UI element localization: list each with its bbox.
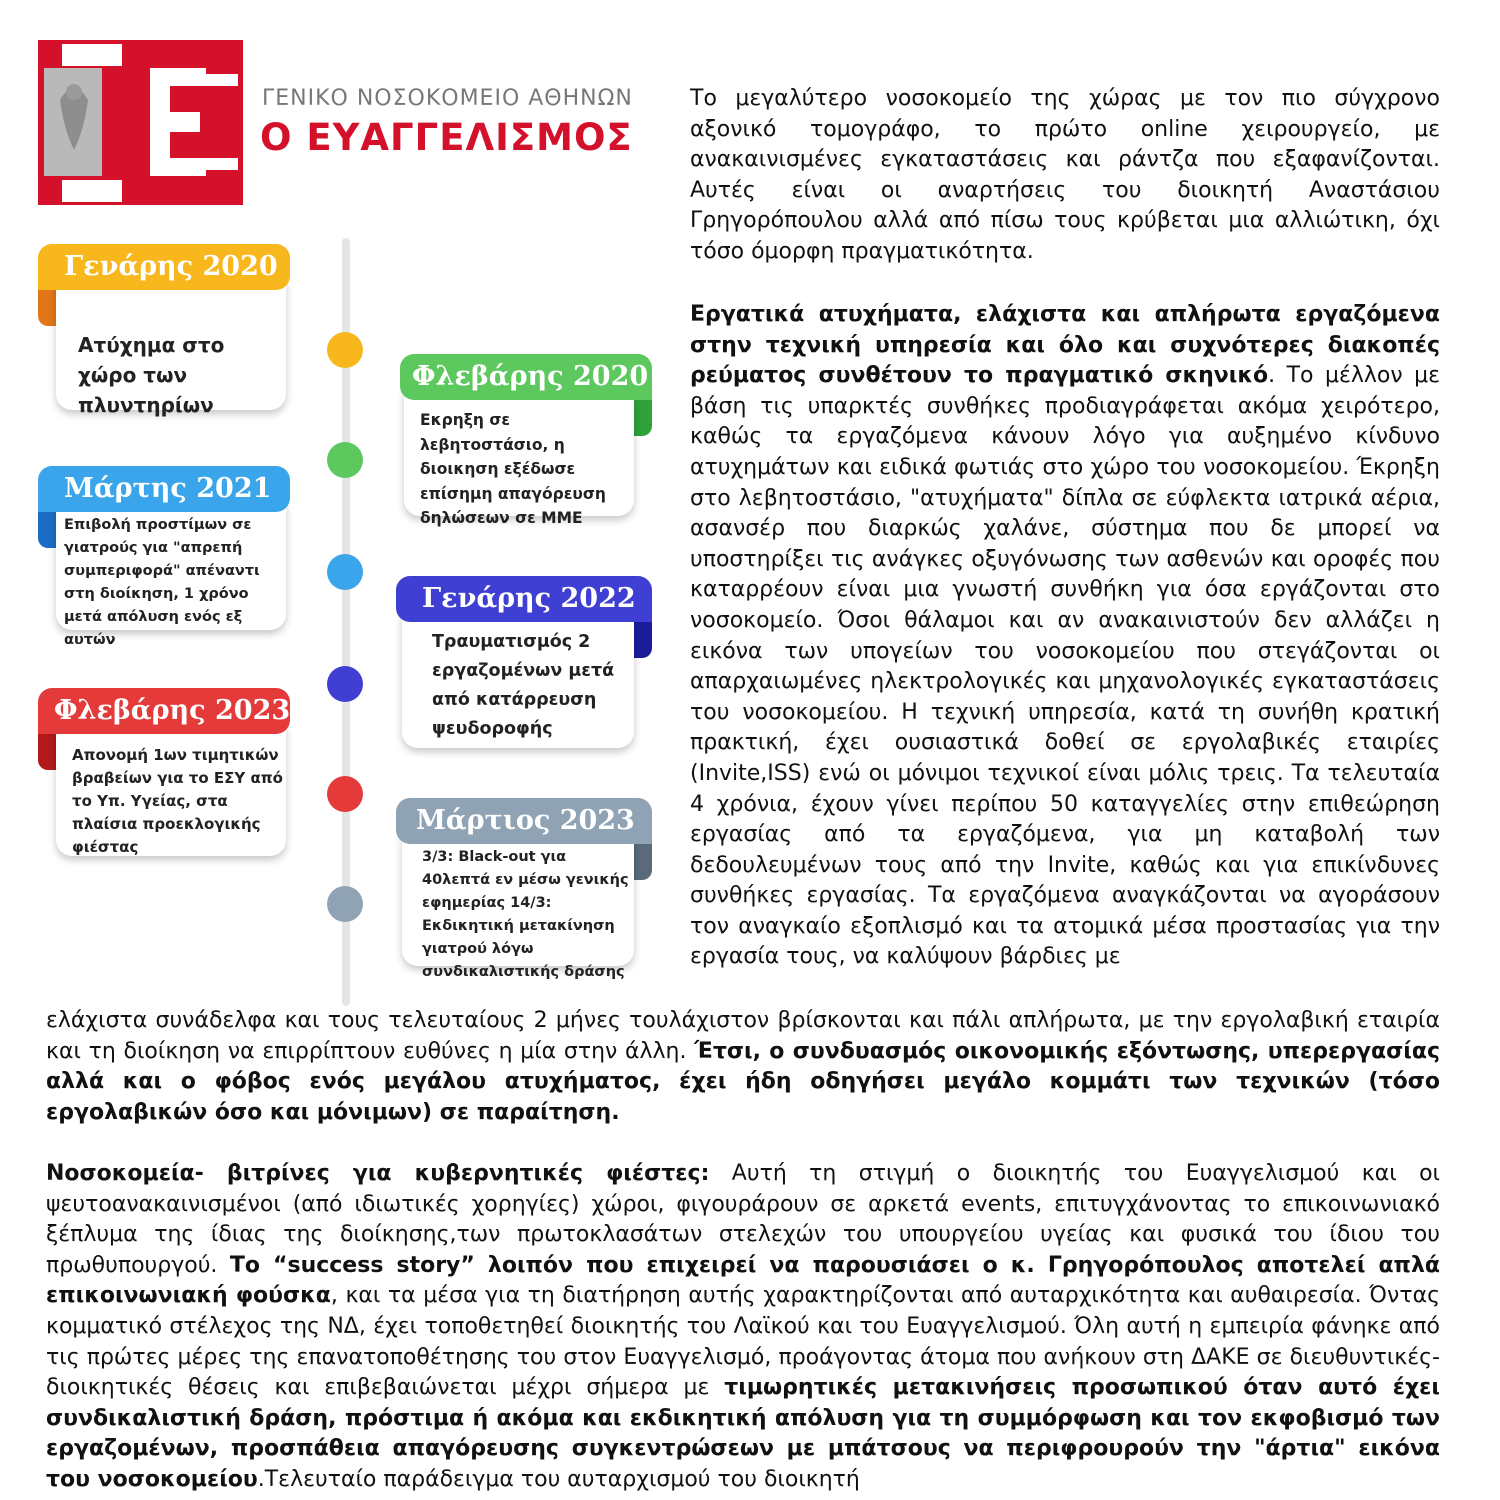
timeline-dot: [327, 554, 363, 590]
logo-title: Ο ΕΥΑΓΓΕΛΙΣΜΟΣ: [260, 116, 633, 159]
article-bold-text: Έτσι, ο συνδυασμός οικονομικής εξόντωσης, υπερεργασίας αλλά και ο φόβος ενός μεγάλου ατυχήματος, έχει ήδη οδηγήσει μεγάλο κομμάτι των τεχνικών (τόσο εργολαβικών όσο και μόνιμων) σε παραίτηση.: [46, 1038, 1440, 1125]
timeline-card: [396, 576, 652, 754]
timeline-dot: [327, 776, 363, 812]
timeline-date: Μάρτης 2021: [38, 466, 290, 512]
article-text: , και τα μέσα για τη διατήρηση αυτής χαρακτηρίζονται από αυταρχικότητα και αυθαιρεσία. Όντας κομματικό στέλεχος της ΝΔ, έχει τοποθετηθεί διοικητής του Λαϊκού και του Ευαγγελισμού. Όλη αυτή η εμπειρία φάνηκε από τις πρώτες μέρες της επανατοποθέτησης του στον Ευαγγελισμό, προάγοντας άτομα που ανήκουν στη ΔΑΚΕ σε διευθυντικές- διοικητικές θέσεις και επιβεβαιώνεται μέχρι σήμερα με: [46, 1283, 1441, 1401]
article-bold-text: Το “success story” λοιπόν που επιχειρεί να παρουσιάσει ο κ. Γρηγορόπουλος αποτελεί απλά επικοινωνιακή φούσκα: [46, 1252, 1440, 1309]
timeline-dot: [327, 886, 363, 922]
timeline-dot: [327, 332, 363, 368]
timeline-card: [38, 244, 290, 420]
red-cross-emblem-icon: [38, 40, 243, 205]
timeline-card: [38, 466, 290, 648]
timeline-text: Εκρηξη σε λεβητοστάσιο, η διοικηση εξέδωσε επίσημη απαγόρευση δηλώσεων σε ΜΜΕ: [420, 411, 606, 527]
timeline-dot: [327, 442, 363, 478]
article-text: . Το μέλλον με βάση τις υπαρκτές συνθήκες προδιαγράφεται ακόμα χειρότερο, καθώς τα εργαζόμενα κάνουν λόγο για αυξημένο κίνδυνο ατυχημάτων και ειδικά φωτιάς στο χώρο του νοσοκομείου. Έκρηξη στο λεβητοστάσιο, "ατυχήματα" δίπλα σε εύφλεκτα ιατρικά αέρια, ασανσέρ που διαρκώς χαλάνε, σύστημα που δε μπορεί να υποστηρίξει τις ανάγκες οξυγόνωσης των ασθενών και οροφές που καταρρέουν είναι μια γνωστή συνθήκη για όσα εργάζονται στο νοσοκομείο. Όσοι θάλαμοι και αν ανακαινιστούν δεν αλλάζει η εικόνα των υπογείων του νοσοκομείου που στεγάζονται οι απαρχαιωμένες ηλεκτρολογικές και μηχανολογικές εγκαταστάσεις του νοσοκομείου. Η τεχνική υπηρεσία, κατά τη συνήθη κρατική πρακτική, έχει ουσιαστικά δοθεί σε εργολαβικές εταιρίες (Invite,ISS) ενώ οι μόνιμοι τεχνικοί είναι μόλις τρεις. Τα τελευταία 4 χρόνια, έχουν γίνει περίπου 50 καταγγελίες στην επιθεώρηση εργασίας από τα εργαζόμενα, για μη καταβολή των δεδουλευμένων τους από την Invite, καθώς και για επικίνδυνες συνθήκες εργασίας. Τα εργαζόμενα αναγκάζονται να αγοράσουν τον αναγκαίο εξοπλισμό και τα ατομικά μέσα προστασίας για την εργασία τους, να καλύψουν βάρδιες με: [690, 363, 1441, 970]
article-intro-text: Το μεγαλύτερο νοσοκομείο της χώρας με τον πιο σύγχρονο αξονικό τομογράφο, το πρώτο online χειρουργείο, με ανακαινισμένες εγκαταστάσεις και ράντζα που εξαφανίζονται. Αυτές είναι οι αναρτήσεις του διοικητή Αναστάσιου Γρηγορόπουλου αλλά από πίσω τους κρύβεται μια αλλιώτικη, όχι τόσο όμορφη πραγματικότητα.: [690, 86, 1440, 264]
article-bold-text: Νοσοκομεία- βιτρίνες για κυβερνητικές φιέστες:: [46, 1161, 710, 1186]
timeline-infographic: [30, 230, 670, 1010]
article-text: Αυτή τη στιγμή ο διοικητής του Ευαγγελισμού και οι ψευτοανακαινισμένοι (από ιδιωτικές χορηγίες) χώροι, φιγουράρουν σε αρκετά events, επιτυγχάνοντας το επικοινωνιακό ξέπλυμα της ίδιας της διοίκησης,των πρωτοκλασάτων στελεχών του υπουργείου υγείας και φυσικά του ίδιου του πρωθυπουργού.: [46, 1161, 1440, 1278]
timeline-date: Φλεβάρης 2020: [400, 354, 652, 400]
timeline-date: Φλεβάρης 2023: [38, 688, 290, 734]
article-bold-text: Εργατικά ατυχήματα, ελάχιστα και απλήρωτα εργαζόμενα στην τεχνική υπηρεσία και όλο και συχνότερες διακοπές ρεύματος συνθέτουν το πραγματικό σκηνικό: [690, 302, 1440, 389]
timeline-date: Γενάρης 2022: [396, 576, 652, 622]
timeline-dot: [327, 666, 363, 702]
article-text: .Τελευταίο παράδειγμα του αυταρχισμού του διοικητή: [257, 1466, 860, 1492]
timeline-date: Γενάρης 2020: [38, 244, 290, 290]
timeline-text: Ατύχημα στο χώρο των πλυντηρίων: [78, 333, 225, 417]
article-paragraph-accidents-continued: [46, 1006, 1440, 1128]
article-intro-paragraph: [690, 84, 1440, 268]
timeline-card: [38, 688, 290, 860]
hospital-logo: [38, 40, 668, 205]
timeline-text: 3/3: Black-out για 40λεπτά εν μέσω γενικής εφημερίας 14/3: Εκδικητική μετακίνηση γιατρού λόγω συνδικαλιστικής δράσης: [422, 849, 629, 980]
timeline-card: [400, 354, 652, 527]
article-text: ελάχιστα συνάδελφα και τους τελευταίους 2 μήνες τουλάχιστον βρίσκονται και πάλι απλήρωτα, με την εργολαβική εταιρία και τη διοίκηση να επιρρίπτουν ευθύνες η μία στην άλλη.: [46, 1008, 1440, 1064]
article-paragraph-accidents: [690, 300, 1440, 973]
article-bold-text: τιμωρητικές μετακινήσεις προσωπικού όταν αυτό έχει συνδικαλιστική δράση, πρόστιμα ή ακόμα και εκδικητική απόλυση για τη συμμόρφωση και τον εκφοβισμό των εργαζομένων, προσπάθεια απαγόρευσης συγκεντρώσεων με μπάτσους να περιφρουρούν την "άρτια" εικόνα του νοσοκομείου: [46, 1375, 1440, 1492]
logo-subtitle: ΓΕΝΙΚΟ ΝΟΣΟΚΟΜΕΙΟ ΑΘΗΝΩΝ: [262, 86, 633, 111]
timeline-text: Επιβολή προστίμων σε γιατρούς για "απρεπή συμπεριφορά" απέναντι στη διοίκηση, 1 χρόνο μετά απόλυση ενός εξ αυτών: [64, 517, 260, 648]
timeline-text: Τραυματισμός 2 εργαζομένων μετά από κατάρρευση ψευδοροφής: [432, 632, 615, 739]
article-paragraph-showcase: [46, 1159, 1440, 1496]
timeline-date: Μάρτιος 2023: [396, 798, 652, 844]
timeline-card: [396, 798, 652, 980]
timeline-text: Απονομή 1ων τιμητικών βραβείων για το ΕΣΥ από το Υπ. Υγείας, στα πλαίσια προεκλογικής φιέστας: [72, 746, 283, 856]
